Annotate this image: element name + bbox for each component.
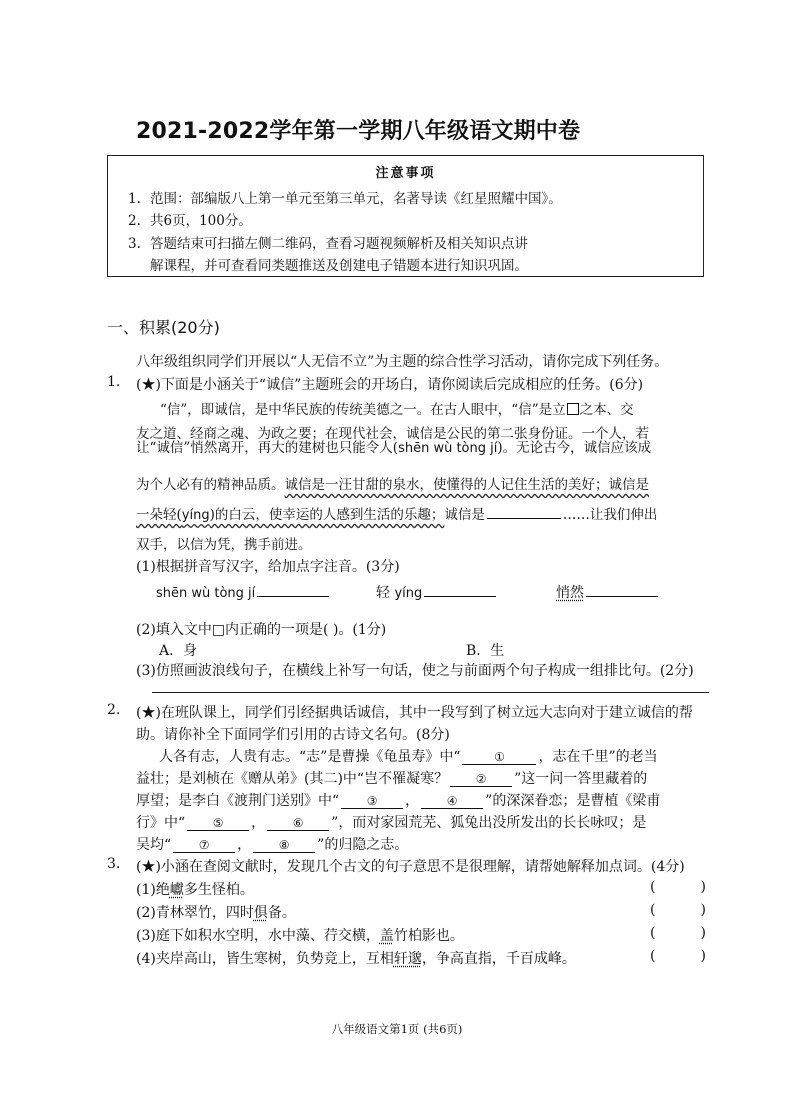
q3-number: 3. xyxy=(107,856,121,872)
q2-line4: 益壮；是刘桢在《赠从弟》(其二)中“岂不罹凝寒？ ② ”这一问一答里藏着的 xyxy=(136,771,648,787)
answer-blank-5[interactable]: ⑤ xyxy=(187,816,249,831)
q3-stem: (★)小涵在查阅文献时，发现几个古文的句子意思不是很理解，请帮她解释加点词。(4分) xyxy=(136,859,685,875)
answer-paren-2[interactable]: ( ) xyxy=(650,902,706,918)
q2-number: 2. xyxy=(107,702,121,718)
notice-heading: 注意事项 xyxy=(375,166,436,181)
section-intro: 八年级组织同学们开展以“人无信不立”为主题的综合性学习活动，请你完成下列任务。 xyxy=(136,354,669,370)
q1-passage-line1: “信”，即诚信，是中华民族的传统美德之一。在古人眼中，“信”是立 之本、交 xyxy=(160,402,634,418)
answer-blank[interactable] xyxy=(487,504,561,519)
section-heading: 一、积累(20分) xyxy=(107,318,220,337)
q2-line7: 吴均“ ⑦ ， ⑧ ”的归隐之志。 xyxy=(136,837,409,853)
q1-fill-3: 悄然 xyxy=(556,582,660,602)
q1-passage-line6: 双手，以信为凭，携手前进。 xyxy=(136,537,312,553)
q1-number: 1. xyxy=(107,374,121,390)
q3-item-3: (3)庭下如积水空明，水中藻、荇交横，盖竹柏影也。 xyxy=(136,928,464,944)
q2-line1: (★)在班队课上，同学们引经据典话诚信，其中一段写到了树立远大志向对于建立诚信的帮 xyxy=(136,705,693,721)
answer-blank[interactable] xyxy=(586,582,658,597)
q3-item-1: (1)绝巘多生怪柏。 xyxy=(136,882,254,898)
exam-title: 2021-2022学年第一学期八年级语文期中卷 xyxy=(136,119,581,144)
q1-sub2: (2)填入文中□内正确的一项是( )。(1分) xyxy=(136,622,387,638)
q1-passage-line2: 友之道、经商之魂、为政之要；在现代社会，诚信是公民的第二张身份证。一个人，若 xyxy=(136,426,649,442)
answer-blank-7[interactable]: ⑦ xyxy=(173,838,235,853)
q1-option-b: B．生 xyxy=(466,643,505,659)
answer-paren-3[interactable]: ( ) xyxy=(650,925,706,941)
notice-item-3: 3. 答题结束可扫描左侧二维码，查看习题视频解析及相关知识点讲 xyxy=(128,236,528,252)
q1-passage-line5: 一朵轻(yíng)的白云，使幸运的人感到生活的乐趣；诚信是 ……让我们伸出 xyxy=(136,503,657,523)
q2-line6: 行》中“ ⑤ ， ⑥ ”，而对家园荒芜、狐兔出没所发出的长长咏叹；是 xyxy=(136,815,647,831)
q2-line3: 人各有志，人贵有志。“志”是曹操《龟虽寿》中“ ① ，志在千里”的老当 xyxy=(159,749,658,765)
q3-item-2: (2)青林翠竹，四时俱备。 xyxy=(136,905,296,921)
answer-blank-2[interactable]: ② xyxy=(450,772,512,787)
notice-item-3-cont: 解课程，并可查看同类题推送及创建电子错题本进行知识巩固。 xyxy=(150,258,528,274)
q2-line2: 助。请你补全下面同学们引用的古诗文名句。(8分) xyxy=(136,727,450,743)
answer-blank[interactable] xyxy=(424,582,496,597)
notice-item-2: 2. 共6页，100分。 xyxy=(128,213,252,229)
notice-item-1: 1. 范围：部编版八上第一单元至第三单元，名著导读《红星照耀中国》。 xyxy=(128,191,562,207)
q1-sub1: (1)根据拼音写汉字，给加点字注音。(3分) xyxy=(136,559,400,575)
answer-blank[interactable] xyxy=(257,582,329,597)
answer-blank-1[interactable]: ① xyxy=(462,750,536,765)
blank-box xyxy=(567,403,579,415)
answer-line[interactable] xyxy=(152,692,709,693)
answer-blank-6[interactable]: ⑥ xyxy=(267,816,329,831)
q1-sub3: (3)仿照画波浪线句子，在横线上补写一句话，使之与前面两个句子构成一组排比句。(2分) xyxy=(136,663,694,679)
answer-blank-4[interactable]: ④ xyxy=(421,794,483,809)
answer-paren-4[interactable]: ( ) xyxy=(650,948,706,964)
answer-blank-3[interactable]: ③ xyxy=(341,794,403,809)
answer-blank-8[interactable]: ⑧ xyxy=(253,838,315,853)
q2-line5: 厚望；是李白《渡荆门送别》中“ ③ ， ④ ”的深深眷恋；是曹植《梁甫 xyxy=(136,793,661,809)
q1-fill-1: shēn wù tòng jí xyxy=(156,582,331,601)
q3-item-4: (4)夹岸高山，皆生寒树，负势竞上，互相轩邈，争高直指，千百成峰。 xyxy=(136,951,576,967)
q1-passage-line4: 为个人必有的精神品质。诚信是一汪甘甜的泉水，使懂得的人记住生活的美好；诚信是 xyxy=(136,477,649,493)
page-footer: 八年级语文第1页 (共6页) xyxy=(331,1022,463,1036)
q1-stem: (★)下面是小涵关于“诚信”主题班会的开场白，请你阅读后完成相应的任务。(6分) xyxy=(136,377,644,393)
answer-paren-1[interactable]: ( ) xyxy=(650,879,706,895)
q1-passage-line3: 让“诚信”悄然离开，再大的建树也只能令人(shēn wù tòng jí)。无论古今，诚信应该成 xyxy=(136,440,652,456)
q1-fill-2: 轻 yíng xyxy=(376,582,498,602)
q1-option-a: A．身 xyxy=(159,643,198,659)
